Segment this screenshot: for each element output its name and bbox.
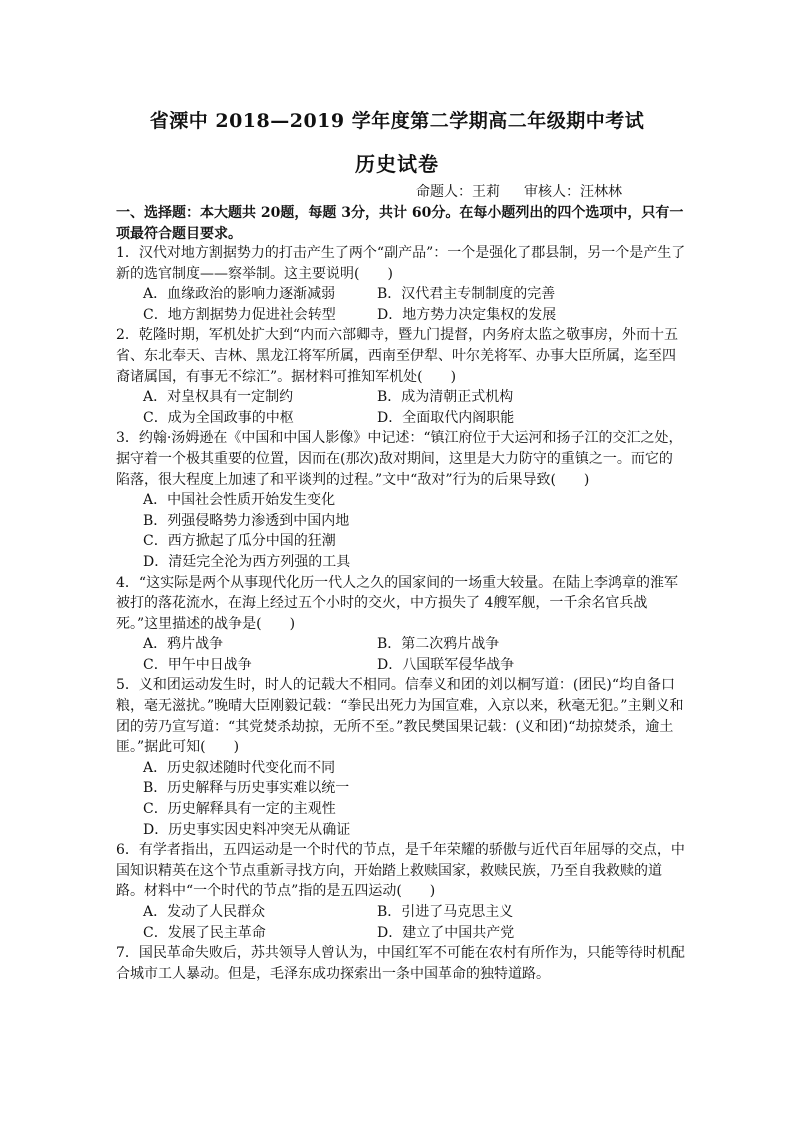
option-a: A．血缘政治的影响力逐渐减弱 (143, 286, 336, 303)
option-c: C．地方割据势力促进社会转型 (143, 306, 336, 323)
option-b: B．引进了马克思主义 (377, 904, 514, 920)
option-a: A．历史叙述随时代变化而不同 (143, 759, 336, 776)
question-2 (116, 325, 686, 428)
option-d: D．历史事实因史料冲突无从确证 (143, 821, 351, 838)
option-b: B．第二次鸦片战争 (377, 636, 500, 653)
option-b: B．列强侵略势力渗透到中国内地 (143, 512, 350, 529)
option-a: A．对皇权具有一定制约 (143, 389, 294, 406)
option-a: A．发动了人民群众 (143, 904, 266, 920)
option-c: C．历史解释具有一定的主观性 (143, 801, 336, 818)
option-list (116, 758, 686, 840)
option-b: B．历史解释与历史事实难以统一 (143, 780, 350, 797)
question-5 (116, 675, 686, 840)
option-list (116, 634, 686, 675)
question-stem: 1．汉代对地方割据势力的打击产生了两个“副产品”：一个是强化了郡县制，另一个是产生了新的选官制度——察举制。这主要说明( ) (116, 245, 686, 282)
question-4 (116, 573, 686, 676)
question-stem: 2．乾隆时期，军机处扩大到“内而六部卿寺，暨九门提督，内务府太监之敬事房，外而十五省、东北奉天、吉林、黑龙江将军所属，西南至伊犁、叶尔羌将军、办事大臣所属，迄至四裔诸属国，有事无不综汇”。据材料可推知军机处( ) (116, 327, 679, 385)
section-heading: 一、选择题：本大题共 20题，每题 3分，共计 60分。在每小题列出的四个选项中，只有一项最符合题目要求。 (116, 205, 684, 242)
exam-title: 省溧中 2018—2019 学年度第二学期高二年级期中考试 (149, 110, 645, 132)
option-d: D．建立了中国共产党 (377, 924, 515, 941)
option-b: B．汉代君主专制制度的完善 (377, 286, 556, 303)
option-d: D．八国联军侵华战争 (377, 656, 515, 673)
question-3 (116, 428, 686, 572)
authors-line (416, 181, 622, 201)
option-c: C．发展了民主革命 (143, 924, 266, 941)
question-list (116, 243, 686, 984)
option-c: C．西方掀起了瓜分中国的狂潮 (143, 533, 336, 550)
option-list (116, 490, 686, 572)
exam-subtitle: 历史试卷 (355, 152, 439, 176)
option-list (116, 284, 686, 325)
option-d: D．地方势力决定集权的发展 (377, 306, 557, 323)
question-7 (116, 943, 686, 984)
option-c: C．甲午中日战争 (143, 656, 252, 673)
question-stem: 4．“这实际是两个从事现代化历一代人之久的国家间的一场重大较量。在陆上李鸿章的淮军被打的落花流水，在海上经过五个小时的交火，中方损失了 4艘军舰，一千余名官兵战死。”这里描述的战争是( ) (116, 574, 679, 632)
option-list (116, 387, 686, 428)
question-1 (116, 243, 686, 325)
option-c: C．成为全国政事的中枢 (143, 409, 294, 426)
option-d: D．清廷完全沦为西方列强的工具 (143, 553, 351, 570)
option-b: B．成为清朝正式机构 (377, 389, 514, 406)
option-a: A．鸦片战争 (143, 636, 224, 653)
question-stem: 3．约翰·汤姆逊在《中国和中国人影像》中记述：“镇江府位于大运河和扬子江的交汇之处，据守着一个极其重要的位置，因而在(那次)敌对期间，这里是大力防守的重镇之一。而它的陷落，很大程度上加速了和平谈判的过程。”文中“敌对”行为的后果导致( ) (116, 430, 683, 488)
question-stem: 6．有学者指出，五四运动是一个时代的节点，是千年荣耀的骄傲与近代百年屈辱的交点，中国知识精英在这个节点重新寻找方向，开始踏上救赎国家，救赎民族，乃至自我救赎的道路。材料中“一个时代的节点”指的是五四运动( ) (116, 842, 685, 900)
question-6 (116, 840, 686, 943)
option-a: A．中国社会性质开始发生变化 (143, 492, 336, 509)
reviewer-name: 审核人：汪林林 (524, 184, 622, 200)
question-stem: 7．国民革命失败后，苏共领导人曾认为，中国红军不可能在农村有所作为，只能等待时机配合城市工人暴动。但是，毛泽东成功探索出一条中国革命的独特道路。 (116, 945, 685, 982)
question-stem: 5．义和团运动发生时，时人的记载大不相同。信奉义和团的刘以桐写道：(团民)“均自备口粮，毫无滋扰。”晚晴大臣刚毅记载：“拳民出死力为国宣难，入京以来，秋毫无犯。”主剿义和团的劳乃宣写道：“其党焚杀劫掠，无所不至。”教民樊国果记载：(义和团)“劫掠焚杀，逾土匪。”据此可知( ) (116, 677, 684, 756)
author-name: 命题人：王莉 (416, 184, 500, 200)
option-list (116, 902, 686, 943)
option-d: D．全面取代内阁职能 (377, 409, 515, 426)
